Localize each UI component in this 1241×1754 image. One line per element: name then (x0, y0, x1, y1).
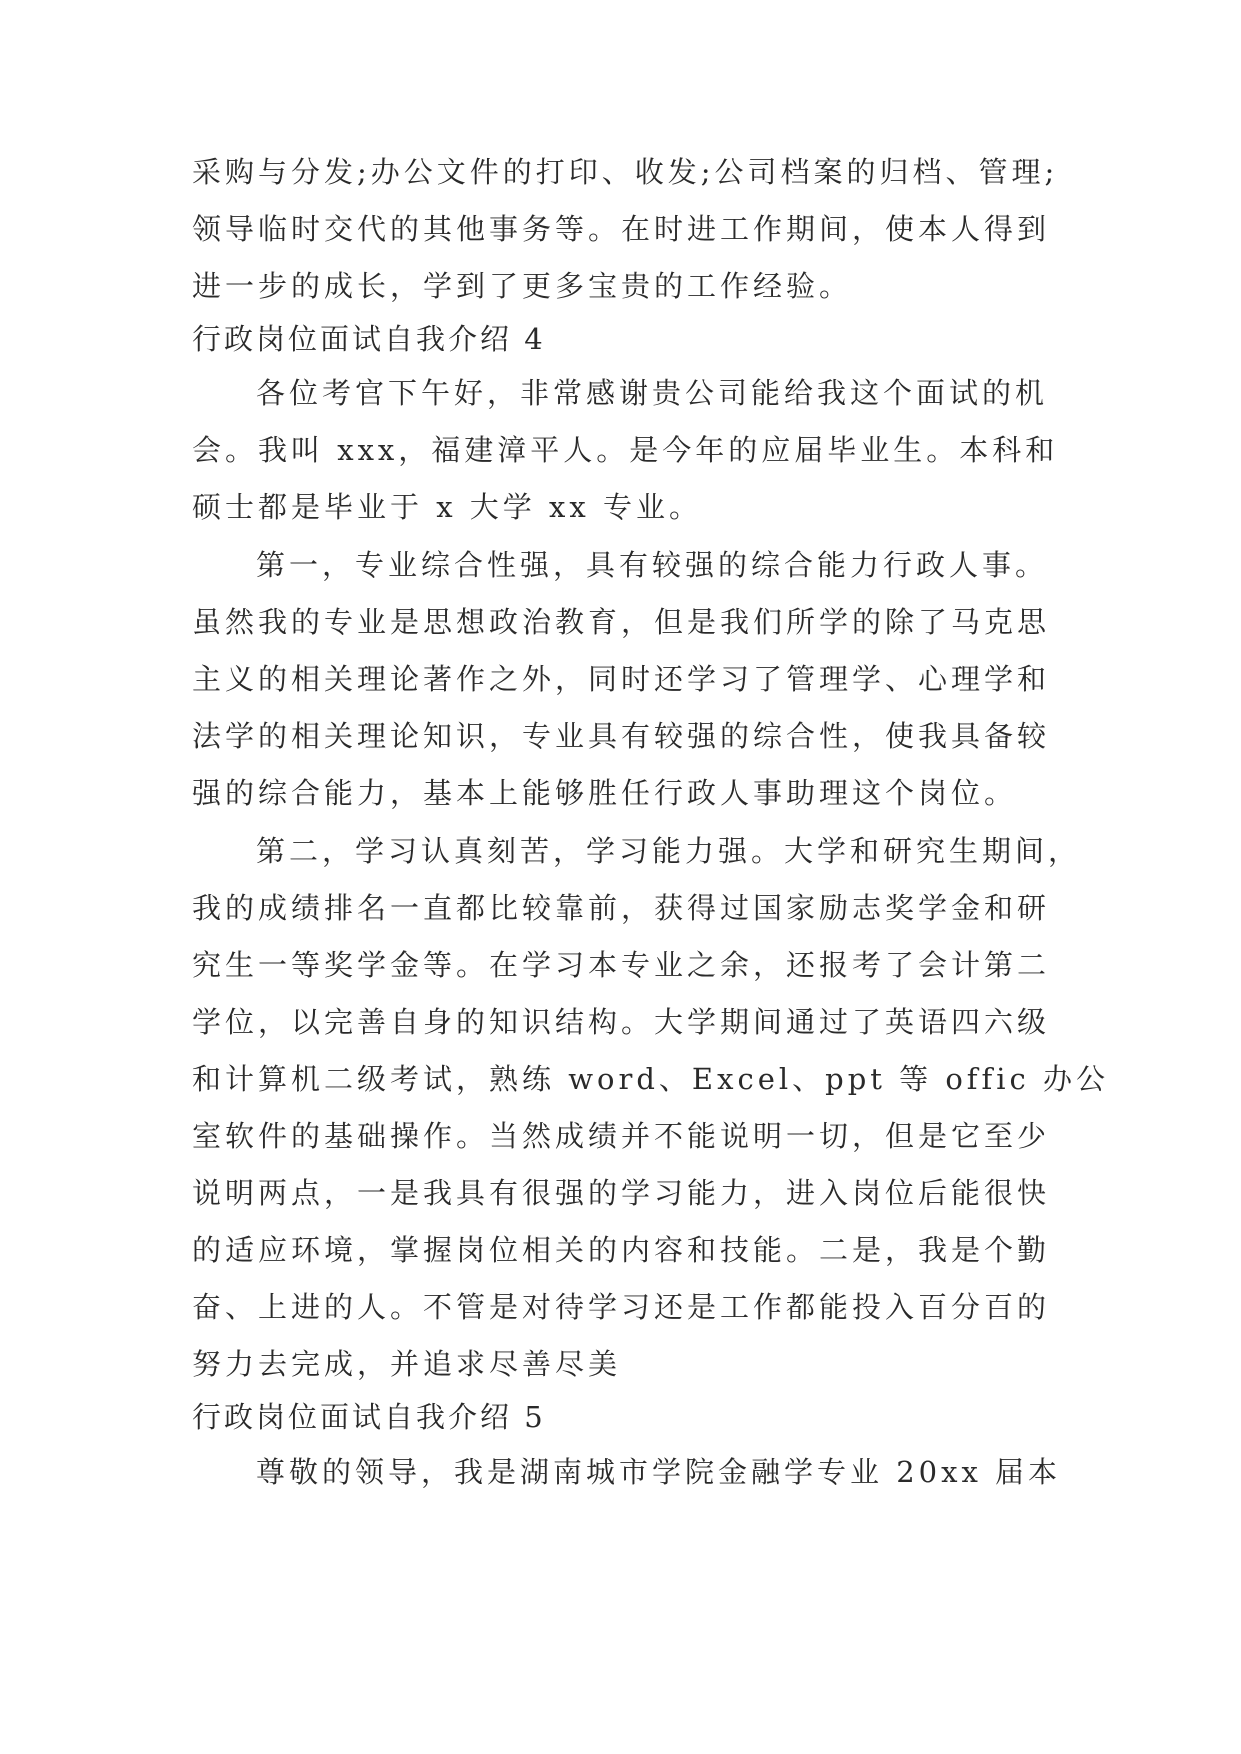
section-heading: 行政岗位面试自我介绍 5 (192, 1400, 546, 1434)
paragraph-first-line: 尊敬的领导，我是湖南城市学院金融学专业 20xx 届本 (256, 1455, 1062, 1489)
text-line: 采购与分发;办公文件的打印、收发;公司档案的归档、管理; (192, 155, 1059, 189)
section-heading: 行政岗位面试自我介绍 4 (192, 322, 546, 356)
paragraph-first-line: 第一，专业综合性强，具有较强的综合能力行政人事。 (256, 548, 1049, 582)
text-line: 室软件的基础操作。当然成绩并不能说明一切，但是它至少 (192, 1119, 1051, 1153)
text-line: 虽然我的专业是思想政治教育，但是我们所学的除了马克思 (192, 605, 1051, 639)
paragraph-first-line: 第二，学习认真刻苦，学习能力强。大学和研究生期间， (256, 834, 1082, 868)
text-line: 硕士都是毕业于 x 大学 xx 专业。 (192, 490, 702, 524)
text-line: 法学的相关理论知识，专业具有较强的综合性，使我具备较 (192, 719, 1051, 753)
text-line: 主义的相关理论著作之外，同时还学习了管理学、心理学和 (192, 662, 1051, 696)
paragraph-first-line: 各位考官下午好，非常感谢贵公司能给我这个面试的机 (256, 376, 1049, 410)
text-line: 和计算机二级考试，熟练 word、Excel、ppt 等 offic 办公 (192, 1062, 1110, 1096)
text-line: 说明两点，一是我具有很强的学习能力，进入岗位后能很快 (192, 1176, 1051, 1210)
text-line: 进一步的成长，学到了更多宝贵的工作经验。 (192, 269, 853, 303)
text-line: 领导临时交代的其他事务等。在时进工作期间，使本人得到 (192, 212, 1051, 246)
text-line: 我的成绩排名一直都比较靠前，获得过国家励志奖学金和研 (192, 891, 1051, 925)
text-line: 的适应环境，掌握岗位相关的内容和技能。二是，我是个勤 (192, 1233, 1051, 1267)
text-line: 强的综合能力，基本上能够胜任行政人事助理这个岗位。 (192, 776, 1018, 810)
text-line: 会。我叫 xxx，福建漳平人。是今年的应届毕业生。本科和 (192, 433, 1059, 467)
text-line: 努力去完成，并追求尽善尽美 (192, 1347, 622, 1381)
text-line: 奋、上进的人。不管是对待学习还是工作都能投入百分百的 (192, 1290, 1051, 1324)
text-line: 究生一等奖学金等。在学习本专业之余，还报考了会计第二 (192, 948, 1051, 982)
text-line: 学位，以完善自身的知识结构。大学期间通过了英语四六级 (192, 1005, 1051, 1039)
